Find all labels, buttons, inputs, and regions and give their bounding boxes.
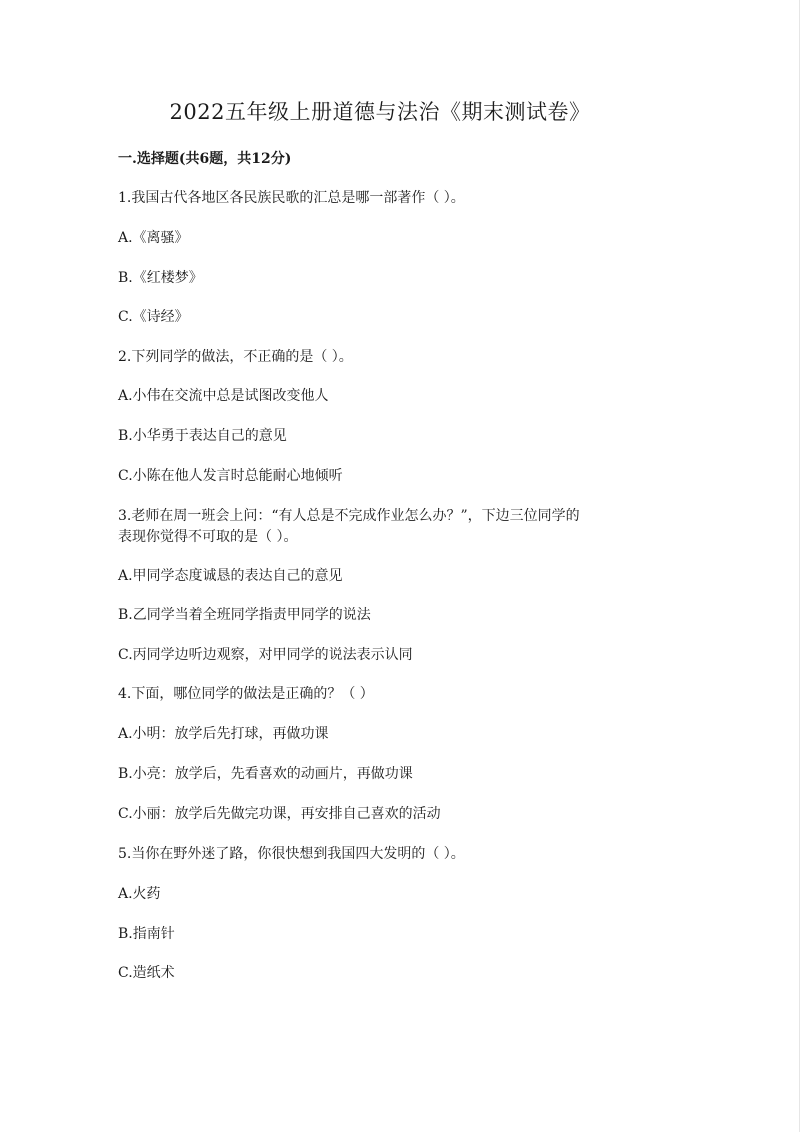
question-3-stem-line-2: 表现你觉得不可取的是（ ）。	[118, 529, 298, 545]
question-1-option-b: B.《红楼梦》	[118, 270, 203, 286]
question-5-option-b: B.指南针	[118, 926, 175, 942]
question-1-stem: 1.我国古代各地区各民族民歌的汇总是哪一部著作（ ）。	[118, 190, 465, 206]
question-1-option-a: A.《离骚》	[118, 230, 189, 246]
question-4-stem: 4.下面，哪位同学的做法是正确的？（ ）	[118, 686, 374, 702]
question-2-option-b: B.小华勇于表达自己的意见	[118, 428, 287, 444]
question-3-option-b: B.乙同学当着全班同学指责甲同学的说法	[118, 607, 371, 623]
question-5-option-a: A.火药	[118, 886, 161, 902]
question-2-option-a: A.小伟在交流中总是试图改变他人	[118, 388, 329, 404]
question-2-option-c: C.小陈在他人发言时总能耐心地倾听	[118, 468, 343, 484]
section-heading: 一.选择题(共6题，共12分)	[118, 151, 292, 167]
question-3-option-a: A.甲同学态度诚恳的表达自己的意见	[118, 568, 343, 584]
question-2-stem: 2.下列同学的做法，不正确的是（ ）。	[118, 349, 353, 365]
question-4-option-b: B.小亮：放学后，先看喜欢的动画片，再做功课	[118, 766, 413, 782]
page-title: 2022五年级上册道德与法治《期末测试卷》	[169, 100, 591, 124]
question-1-option-c: C.《诗经》	[118, 309, 189, 325]
question-4-option-c: C.小丽：放学后先做完功课，再安排自己喜欢的活动	[118, 806, 441, 822]
question-5-option-c: C.造纸术	[118, 965, 175, 981]
question-4-option-a: A.小明：放学后先打球，再做功课	[118, 726, 329, 742]
question-5-stem: 5.当你在野外迷了路，你很快想到我国四大发明的（ ）。	[118, 846, 465, 862]
question-3-option-c: C.丙同学边听边观察，对甲同学的说法表示认同	[118, 647, 413, 663]
question-3-stem-line-1: 3.老师在周一班会上问：“有人总是不完成作业怎么办？”，下边三位同学的	[118, 508, 580, 524]
